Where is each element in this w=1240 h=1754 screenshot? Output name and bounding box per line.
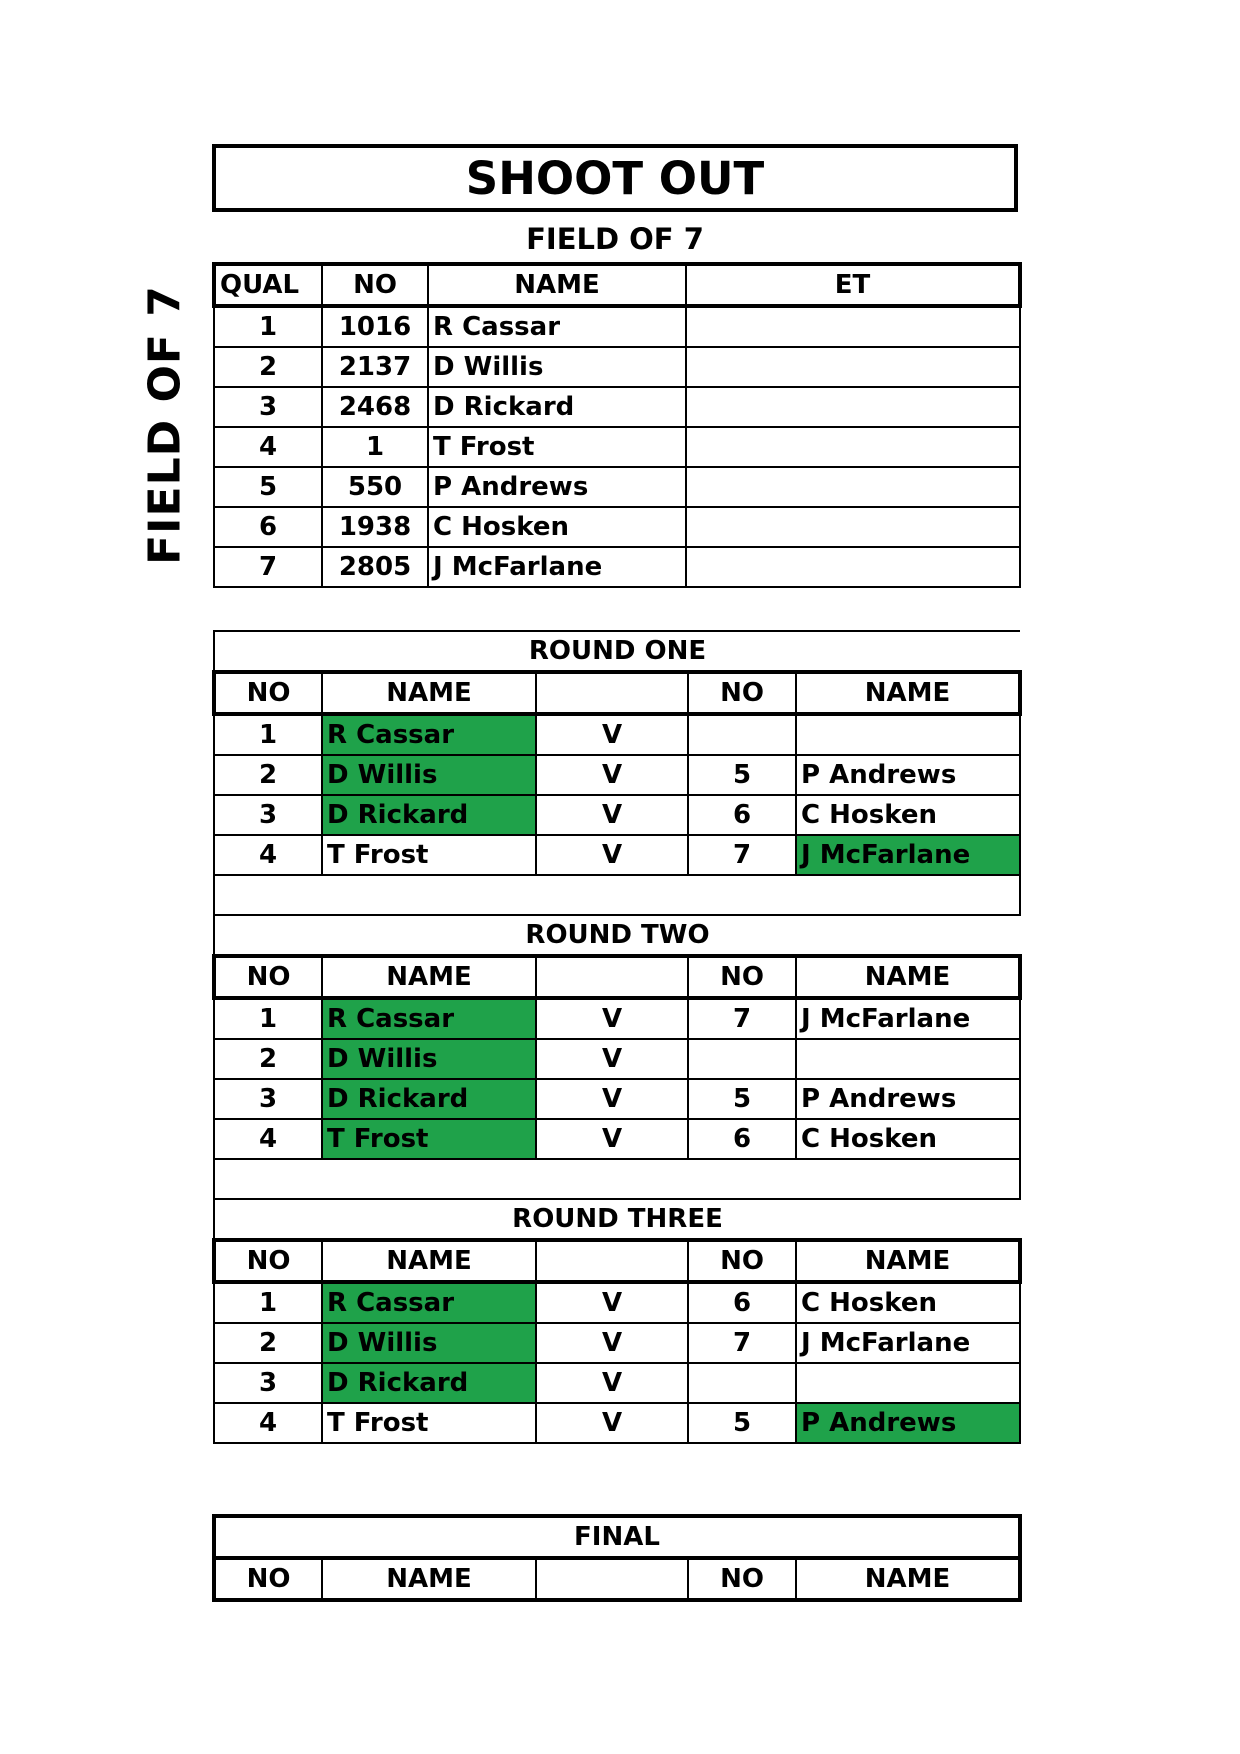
left-name-cell: R Cassar — [322, 714, 536, 755]
header-name-left: NAME — [322, 672, 536, 714]
vs-cell: V — [536, 998, 688, 1039]
left-no-cell: 4 — [214, 1119, 322, 1159]
header-et: ET — [686, 264, 1020, 306]
header-name-left: NAME — [322, 1558, 536, 1600]
qual-cell: 5 — [214, 467, 322, 507]
left-no-cell: 1 — [214, 714, 322, 755]
right-no-cell: 7 — [688, 998, 796, 1039]
right-no-cell: 5 — [688, 1403, 796, 1443]
page-subtitle: FIELD OF 7 — [526, 222, 704, 256]
qualifying-row — [214, 467, 1020, 507]
header-name-right: NAME — [796, 672, 1020, 714]
left-name-cell: T Frost — [322, 1119, 536, 1159]
left-name-cell: D Willis — [322, 1039, 536, 1079]
header-no: NO — [322, 264, 428, 306]
vs-cell: V — [536, 1119, 688, 1159]
match-row — [214, 1363, 1020, 1403]
right-name-cell: J McFarlane — [796, 835, 1020, 875]
qual-cell: 7 — [214, 547, 322, 587]
left-no-cell: 3 — [214, 1363, 322, 1403]
vs-cell: V — [536, 835, 688, 875]
header-no-right: NO — [688, 1240, 796, 1282]
right-no-cell: 6 — [688, 1119, 796, 1159]
right-no-cell: 6 — [688, 1282, 796, 1323]
qualifying-row — [214, 306, 1020, 347]
header-vs — [536, 672, 688, 714]
no-cell: 1016 — [322, 306, 428, 347]
header-no-left: NO — [214, 1240, 322, 1282]
right-no-cell: 7 — [688, 835, 796, 875]
left-name-cell: R Cassar — [322, 1282, 536, 1323]
no-cell: 550 — [322, 467, 428, 507]
match-row — [214, 1403, 1020, 1443]
match-row — [214, 755, 1020, 795]
right-name-cell: J McFarlane — [796, 1323, 1020, 1363]
qualifying-row — [214, 507, 1020, 547]
rounds-table — [212, 630, 1022, 1444]
left-name-cell: D Willis — [322, 755, 536, 795]
side-label: FIELD OF 7 — [139, 285, 191, 565]
name-cell: D Willis — [428, 347, 686, 387]
qual-cell: 1 — [214, 306, 322, 347]
spacer-row — [214, 875, 1020, 915]
header-name-left: NAME — [322, 956, 536, 998]
no-cell: 2468 — [322, 387, 428, 427]
right-name-cell: J McFarlane — [796, 998, 1020, 1039]
left-no-cell: 3 — [214, 1079, 322, 1119]
no-cell: 2805 — [322, 547, 428, 587]
final-title-row — [214, 1516, 1020, 1558]
vs-cell: V — [536, 1363, 688, 1403]
left-name-cell: D Willis — [322, 1323, 536, 1363]
no-cell: 1 — [322, 427, 428, 467]
match-row — [214, 998, 1020, 1039]
header-no-right: NO — [688, 956, 796, 998]
right-name-cell: C Hosken — [796, 1119, 1020, 1159]
final-header-row — [214, 1558, 1020, 1600]
vs-cell: V — [536, 1079, 688, 1119]
header-name-left: NAME — [322, 1240, 536, 1282]
right-name-cell — [796, 714, 1020, 755]
round-title-row — [214, 1199, 1020, 1240]
left-no-cell: 1 — [214, 998, 322, 1039]
et-cell — [686, 306, 1020, 347]
right-name-cell — [796, 1039, 1020, 1079]
header-qual: QUAL — [214, 264, 322, 306]
match-row — [214, 714, 1020, 755]
left-name-cell: D Rickard — [322, 1079, 536, 1119]
qual-cell: 6 — [214, 507, 322, 547]
right-name-cell: P Andrews — [796, 755, 1020, 795]
header-name-right: NAME — [796, 1240, 1020, 1282]
match-row — [214, 1039, 1020, 1079]
round-title-row — [214, 915, 1020, 956]
left-no-cell: 2 — [214, 755, 322, 795]
match-row — [214, 1323, 1020, 1363]
qual-cell: 4 — [214, 427, 322, 467]
header-name-right: NAME — [796, 956, 1020, 998]
vs-cell: V — [536, 1403, 688, 1443]
name-cell: C Hosken — [428, 507, 686, 547]
left-no-cell: 3 — [214, 795, 322, 835]
left-no-cell: 2 — [214, 1039, 322, 1079]
header-name-right: NAME — [796, 1558, 1020, 1600]
right-name-cell: C Hosken — [796, 1282, 1020, 1323]
header-no-left: NO — [214, 1558, 322, 1600]
qual-cell: 2 — [214, 347, 322, 387]
no-cell: 1938 — [322, 507, 428, 547]
header-no-right: NO — [688, 672, 796, 714]
et-cell — [686, 387, 1020, 427]
left-name-cell: T Frost — [322, 835, 536, 875]
round-title: ROUND ONE — [214, 631, 1020, 672]
match-row — [214, 1119, 1020, 1159]
header-vs — [536, 1558, 688, 1600]
right-no-cell — [688, 1363, 796, 1403]
qualifying-header-row — [214, 264, 1020, 306]
final-table — [212, 1514, 1022, 1602]
name-cell: T Frost — [428, 427, 686, 467]
spacer-cell — [214, 1159, 1020, 1199]
et-cell — [686, 507, 1020, 547]
header-name: NAME — [428, 264, 686, 306]
header-vs — [536, 956, 688, 998]
left-name-cell: R Cassar — [322, 998, 536, 1039]
right-no-cell — [688, 1039, 796, 1079]
header-no-left: NO — [214, 672, 322, 714]
round-title: ROUND TWO — [214, 915, 1020, 956]
header-vs — [536, 1240, 688, 1282]
match-row — [214, 1282, 1020, 1323]
name-cell: D Rickard — [428, 387, 686, 427]
name-cell: R Cassar — [428, 306, 686, 347]
qualifying-table — [212, 262, 1022, 588]
right-no-cell: 5 — [688, 755, 796, 795]
name-cell: J McFarlane — [428, 547, 686, 587]
spacer-cell — [214, 875, 1020, 915]
round-header-row — [214, 672, 1020, 714]
right-name-cell: P Andrews — [796, 1403, 1020, 1443]
round-header-row — [214, 1240, 1020, 1282]
match-row — [214, 795, 1020, 835]
vs-cell: V — [536, 795, 688, 835]
right-no-cell — [688, 714, 796, 755]
left-name-cell: D Rickard — [322, 1363, 536, 1403]
right-name-cell — [796, 1363, 1020, 1403]
right-no-cell: 6 — [688, 795, 796, 835]
vs-cell: V — [536, 1039, 688, 1079]
vs-cell: V — [536, 1323, 688, 1363]
round-title-row — [214, 631, 1020, 672]
vs-cell: V — [536, 1282, 688, 1323]
header-no-left: NO — [214, 956, 322, 998]
round-title: ROUND THREE — [214, 1199, 1020, 1240]
et-cell — [686, 347, 1020, 387]
et-cell — [686, 467, 1020, 507]
final-title: FINAL — [214, 1516, 1020, 1558]
right-name-cell: P Andrews — [796, 1079, 1020, 1119]
qualifying-row — [214, 347, 1020, 387]
qualifying-row — [214, 427, 1020, 467]
qualifying-row — [214, 387, 1020, 427]
left-no-cell: 1 — [214, 1282, 322, 1323]
right-name-cell: C Hosken — [796, 795, 1020, 835]
vs-cell: V — [536, 755, 688, 795]
header-no-right: NO — [688, 1558, 796, 1600]
no-cell: 2137 — [322, 347, 428, 387]
left-name-cell: D Rickard — [322, 795, 536, 835]
page-title: SHOOT OUT — [212, 144, 1018, 212]
left-no-cell: 2 — [214, 1323, 322, 1363]
qual-cell: 3 — [214, 387, 322, 427]
et-cell — [686, 547, 1020, 587]
match-row — [214, 1079, 1020, 1119]
left-name-cell: T Frost — [322, 1403, 536, 1443]
right-no-cell: 5 — [688, 1079, 796, 1119]
vs-cell: V — [536, 714, 688, 755]
match-row — [214, 835, 1020, 875]
round-header-row — [214, 956, 1020, 998]
right-no-cell: 7 — [688, 1323, 796, 1363]
qualifying-row — [214, 547, 1020, 587]
name-cell: P Andrews — [428, 467, 686, 507]
left-no-cell: 4 — [214, 835, 322, 875]
left-no-cell: 4 — [214, 1403, 322, 1443]
spacer-row — [214, 1159, 1020, 1199]
et-cell — [686, 427, 1020, 467]
